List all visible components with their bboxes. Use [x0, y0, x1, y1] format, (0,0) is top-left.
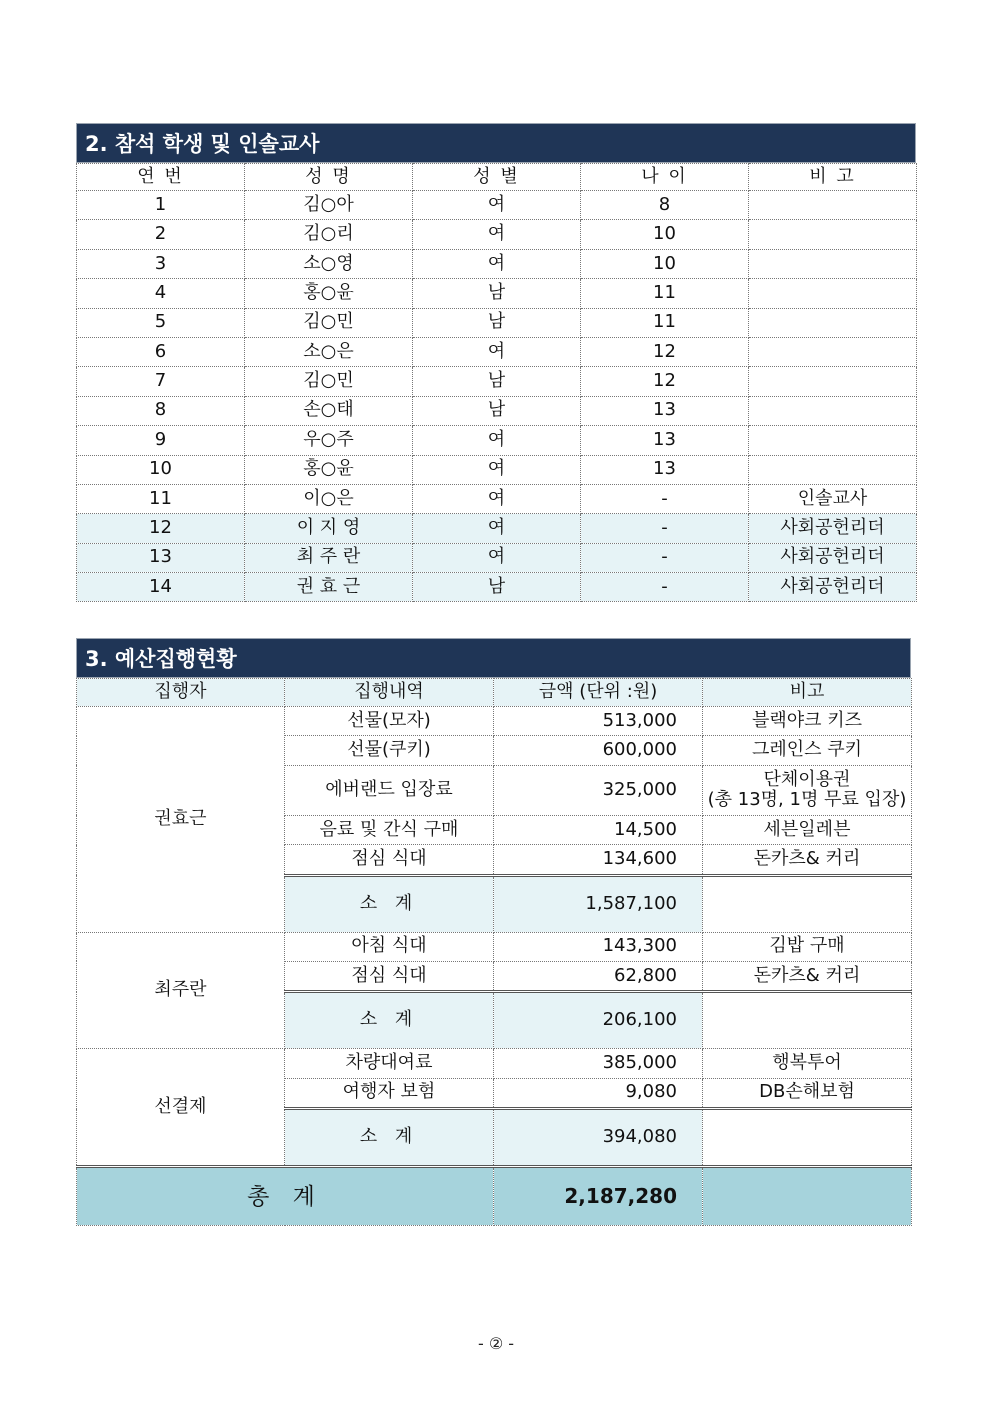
cell: 남	[413, 308, 581, 337]
table-row	[77, 932, 912, 961]
cell	[749, 455, 917, 484]
section2-title-text: 2. 참석 학생 및 인솔교사	[85, 132, 320, 156]
table-row	[77, 337, 917, 366]
cell: 1	[77, 191, 245, 220]
cell: 김○민	[245, 308, 413, 337]
cell: -	[581, 514, 749, 543]
cell: 블랙야크 키즈	[703, 707, 912, 736]
cell: 남	[413, 367, 581, 396]
table-row	[77, 279, 917, 308]
cell	[703, 1109, 912, 1167]
subtotal-amount: 206,100	[494, 992, 703, 1049]
amount-cell: 9,080	[494, 1078, 703, 1108]
cell: 아침 식대	[285, 932, 494, 961]
header-cell: 비고	[703, 679, 912, 707]
cell	[749, 426, 917, 455]
amount-cell: 325,000	[494, 765, 703, 815]
note-line: (총 13명, 1명 무료 입장)	[707, 789, 907, 811]
table-row	[77, 1049, 912, 1078]
table-row	[77, 426, 917, 455]
budget-table	[76, 678, 912, 1226]
total-label: 총 계	[77, 1167, 494, 1226]
cell: 12	[581, 337, 749, 366]
cell	[703, 992, 912, 1049]
cell: 사회공헌리더	[749, 573, 917, 602]
note-line: 단체이용권	[763, 769, 851, 791]
cell: 12	[77, 514, 245, 543]
cell: 4	[77, 279, 245, 308]
cell: 10	[581, 249, 749, 278]
cell: 우○주	[245, 426, 413, 455]
total-row	[77, 1167, 912, 1226]
cell: 여행자 보험	[285, 1078, 494, 1108]
cell: 세븐일레븐	[703, 815, 912, 844]
cell: 권 효 근	[245, 573, 413, 602]
cell: 13	[581, 455, 749, 484]
cell: 여	[413, 484, 581, 513]
cell: -	[581, 543, 749, 572]
cell	[749, 308, 917, 337]
cell: 김밥 구매	[703, 932, 912, 961]
header-cell: 나 이	[581, 164, 749, 191]
cell: 사회공헌리더	[749, 543, 917, 572]
total-amount: 2,187,280	[494, 1167, 703, 1226]
table-row	[77, 484, 917, 513]
attendee-header-row	[77, 164, 917, 191]
table-row	[77, 191, 917, 220]
cell: 3	[77, 249, 245, 278]
section2-title	[76, 123, 916, 163]
cell	[749, 337, 917, 366]
cell: 음료 및 간식 구매	[285, 815, 494, 844]
subtotal-label: 소 계	[285, 875, 494, 932]
cell: 차량대여료	[285, 1049, 494, 1078]
page-number: - ② -	[477, 1334, 515, 1353]
amount-cell: 14,500	[494, 815, 703, 844]
cell: 13	[581, 396, 749, 425]
subtotal-amount: 1,587,100	[494, 875, 703, 932]
header-cell: 연 번	[77, 164, 245, 191]
cell: 여	[413, 543, 581, 572]
section3-title	[76, 638, 911, 678]
cell	[749, 191, 917, 220]
amount-cell: 143,300	[494, 932, 703, 961]
cell: 8	[581, 191, 749, 220]
table-row	[77, 573, 917, 602]
cell	[749, 367, 917, 396]
cell: 돈카츠& 커리	[703, 961, 912, 991]
cell: 에버랜드 입장료	[285, 765, 494, 815]
amount-cell: 600,000	[494, 736, 703, 765]
cell: 2	[77, 220, 245, 249]
amount-cell: 62,800	[494, 961, 703, 991]
cell	[749, 396, 917, 425]
header-cell: 집행내역	[285, 679, 494, 707]
cell: 여	[413, 426, 581, 455]
cell: 13	[77, 543, 245, 572]
header-cell: 성 명	[245, 164, 413, 191]
table-row	[77, 514, 917, 543]
cell: 김○아	[245, 191, 413, 220]
cell: 최 주 란	[245, 543, 413, 572]
cell: 돈카츠& 커리	[703, 845, 912, 875]
spender-cell: 권효근	[77, 707, 285, 933]
cell: 13	[581, 426, 749, 455]
cell: 점심 식대	[285, 845, 494, 875]
cell: 12	[581, 367, 749, 396]
cell: 남	[413, 279, 581, 308]
table-row	[77, 367, 917, 396]
cell: 11	[77, 484, 245, 513]
cell: 여	[413, 337, 581, 366]
cell: 여	[413, 191, 581, 220]
note-cell	[703, 765, 912, 815]
subtotal-amount: 394,080	[494, 1109, 703, 1167]
spender-cell: 선결제	[77, 1049, 285, 1167]
cell	[703, 875, 912, 932]
spender-cell: 최주란	[77, 932, 285, 1049]
cell: 선물(쿠키)	[285, 736, 494, 765]
cell: -	[581, 573, 749, 602]
budget-header-row	[77, 679, 912, 707]
cell: 6	[77, 337, 245, 366]
cell	[749, 220, 917, 249]
cell: 11	[581, 308, 749, 337]
cell: 이○은	[245, 484, 413, 513]
cell: 5	[77, 308, 245, 337]
header-cell: 비 고	[749, 164, 917, 191]
cell: 그레인스 쿠키	[703, 736, 912, 765]
cell: 인솔교사	[749, 484, 917, 513]
table-row	[77, 220, 917, 249]
header-cell: 성 별	[413, 164, 581, 191]
cell: 홍○윤	[245, 279, 413, 308]
cell: 7	[77, 367, 245, 396]
cell: 여	[413, 220, 581, 249]
cell: 10	[581, 220, 749, 249]
cell: 손○태	[245, 396, 413, 425]
table-row	[77, 455, 917, 484]
header-cell: 금액 (단위 :원)	[494, 679, 703, 707]
cell: -	[581, 484, 749, 513]
cell: DB손해보험	[703, 1078, 912, 1108]
cell: 여	[413, 249, 581, 278]
cell: 남	[413, 396, 581, 425]
table-row	[77, 707, 912, 736]
cell	[703, 1167, 912, 1226]
subtotal-label: 소 계	[285, 992, 494, 1049]
cell: 소○은	[245, 337, 413, 366]
header-cell: 집행자	[77, 679, 285, 707]
amount-cell: 385,000	[494, 1049, 703, 1078]
cell: 행복투어	[703, 1049, 912, 1078]
cell: 사회공헌리더	[749, 514, 917, 543]
table-row	[77, 308, 917, 337]
cell: 이 지 영	[245, 514, 413, 543]
cell: 11	[581, 279, 749, 308]
cell: 김○민	[245, 367, 413, 396]
cell: 남	[413, 573, 581, 602]
amount-cell: 134,600	[494, 845, 703, 875]
subtotal-label: 소 계	[285, 1109, 494, 1167]
cell: 여	[413, 514, 581, 543]
cell: 10	[77, 455, 245, 484]
cell: 여	[413, 455, 581, 484]
cell: 소○영	[245, 249, 413, 278]
cell: 홍○윤	[245, 455, 413, 484]
amount-cell: 513,000	[494, 707, 703, 736]
cell	[749, 249, 917, 278]
attendee-table	[76, 163, 917, 602]
cell: 김○리	[245, 220, 413, 249]
cell: 9	[77, 426, 245, 455]
table-row	[77, 249, 917, 278]
cell: 14	[77, 573, 245, 602]
cell	[749, 279, 917, 308]
table-row	[77, 543, 917, 572]
section3-title-text: 3. 예산집행현황	[85, 647, 237, 671]
cell: 8	[77, 396, 245, 425]
cell: 선물(모자)	[285, 707, 494, 736]
table-row	[77, 396, 917, 425]
cell: 점심 식대	[285, 961, 494, 991]
